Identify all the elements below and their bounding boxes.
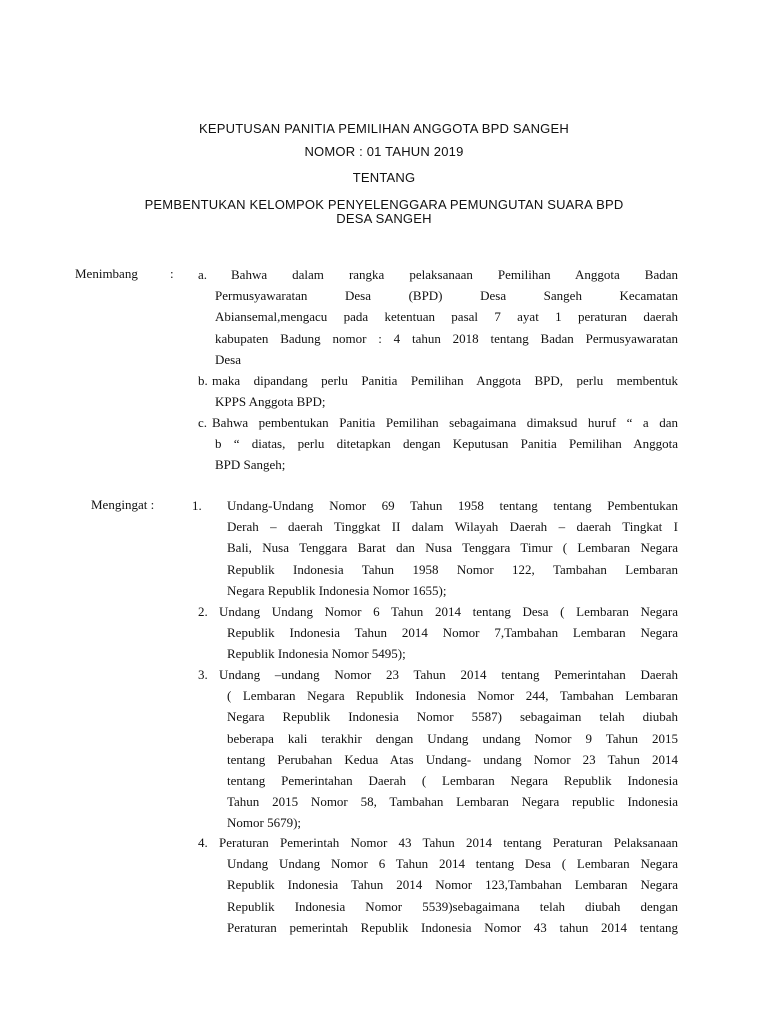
subject-line-2: DESA SANGEH: [336, 211, 432, 226]
text-line: Republik Indonesia Tahun 1958 Nomor 122, Tambahan Lembaran: [227, 561, 678, 577]
mengingat-item-3-marker: 3.: [198, 667, 208, 682]
text-line: Abiansemal,mengacu pada ketentuan pasal 7 ayat 1 peraturan daerah: [215, 309, 678, 325]
text-line: Bali, Nusa Tenggara Barat dan Nusa Tenggara Timur ( Lembaran Negara: [227, 540, 678, 556]
text-line: Bahwa dalam rangka pelaksanaan Pemilihan Anggota Badan: [231, 267, 678, 282]
menimbang-item-c-marker: c.: [198, 415, 208, 430]
menimbang-item-a: [215, 264, 678, 370]
menimbang-item-b: [212, 370, 678, 412]
text-line: kabupaten Badung nomor : 4 tahun 2018 tentang Badan Permusyawaratan: [215, 330, 678, 346]
menimbang-label: Menimbang: [75, 266, 138, 281]
text-line: Permusyawaratan Desa (BPD) Desa Sangeh Kecamatan: [215, 288, 678, 304]
menimbang-colon: :: [170, 266, 174, 281]
mengingat-item-3: [219, 664, 678, 834]
text-line: Undang –undang Nomor 23 Tahun 2014 tentang Pemerintahan Daerah: [219, 667, 678, 682]
mengingat-item-4-marker: 4.: [198, 835, 208, 850]
text-line: tentang Pemerintahan Daerah ( Lembaran Negara Republik Indonesia: [227, 772, 678, 788]
text-line: beberapa kali terakhir dengan Undang undang Nomor 9 Tahun 2015: [227, 730, 678, 746]
text-line: Republik Indonesia Nomor 5539)sebagaimana telah diubah dengan: [227, 898, 678, 914]
text-line: Republik Indonesia Tahun 2014 Nomor 123,Tambahan Lembaran Negara: [227, 877, 678, 893]
text-line: Republik Indonesia Tahun 2014 Nomor 7,Tambahan Lembaran Negara: [227, 625, 678, 641]
text-line: ( Lembaran Negara Republik Indonesia Nomor 244, Tambahan Lembaran: [227, 688, 678, 704]
decree-title: KEPUTUSAN PANITIA PEMILIHAN ANGGOTA BPD SANGEH: [199, 121, 569, 136]
subject-line-1: PEMBENTUKAN KELOMPOK PENYELENGGARA PEMUNGUTAN SUARA BPD: [144, 197, 624, 212]
tentang-heading: TENTANG: [352, 170, 416, 185]
text-line: tentang Perubahan Kedua Atas Undang- undang Nomor 23 Tahun 2014: [227, 751, 678, 767]
text-line: Peraturan pemerintah Republik Indonesia Nomor 43 tahun 2014 tentang: [227, 919, 678, 935]
menimbang-item-a-marker: a.: [198, 267, 208, 282]
text-line: KPPS Anggota BPD;: [215, 394, 326, 410]
mengingat-item-1: [227, 495, 678, 601]
text-line: Undang Undang Nomor 6 Tahun 2014 tentang Desa ( Lembaran Negara: [219, 604, 678, 619]
text-line: Bahwa pembentukan Panitia Pemilihan sebagaimana dimaksud huruf “ a dan: [212, 415, 678, 430]
mengingat-item-1-marker: 1.: [192, 498, 202, 513]
text-line: Desa: [215, 351, 241, 367]
text-line: Nomor 5679);: [227, 815, 302, 831]
text-line: Republik Indonesia Nomor 5495);: [227, 646, 406, 662]
text-line: Tahun 2015 Nomor 58, Tambahan Lembaran Negara republic Indonesia: [227, 794, 678, 810]
mengingat-item-4: [219, 832, 678, 938]
text-line: b “ diatas, perlu ditetapkan dengan Keputusan Panitia Pemilihan Anggota: [215, 436, 678, 452]
menimbang-item-c: [212, 412, 678, 476]
text-line: Undang-Undang Nomor 69 Tahun 1958 tentang tentang Pembentukan: [227, 498, 678, 513]
text-line: Derah – daerah Tinggkat II dalam Wilayah Daerah – daerah Tingkat I: [227, 519, 678, 535]
mengingat-item-2: [219, 601, 678, 665]
text-line: Peraturan Pemerintah Nomor 43 Tahun 2014 tentang Peraturan Pelaksanaan: [219, 835, 678, 850]
text-line: Undang Undang Nomor 6 Tahun 2014 tentang Desa ( Lembaran Negara: [227, 856, 678, 872]
mengingat-item-2-marker: 2.: [198, 604, 208, 619]
decree-number: NOMOR : 01 TAHUN 2019: [304, 144, 464, 159]
text-line: Negara Republik Indonesia Nomor 1655);: [227, 582, 447, 598]
text-line: BPD Sangeh;: [215, 457, 286, 473]
mengingat-label: Mengingat :: [91, 497, 155, 512]
text-line: Negara Republik Indonesia Nomor 5587) sebagaiman telah diubah: [227, 709, 678, 725]
text-line: maka dipandang perlu Panitia Pemilihan Anggota BPD, perlu membentuk: [212, 373, 678, 388]
menimbang-item-b-marker: b.: [198, 373, 208, 388]
